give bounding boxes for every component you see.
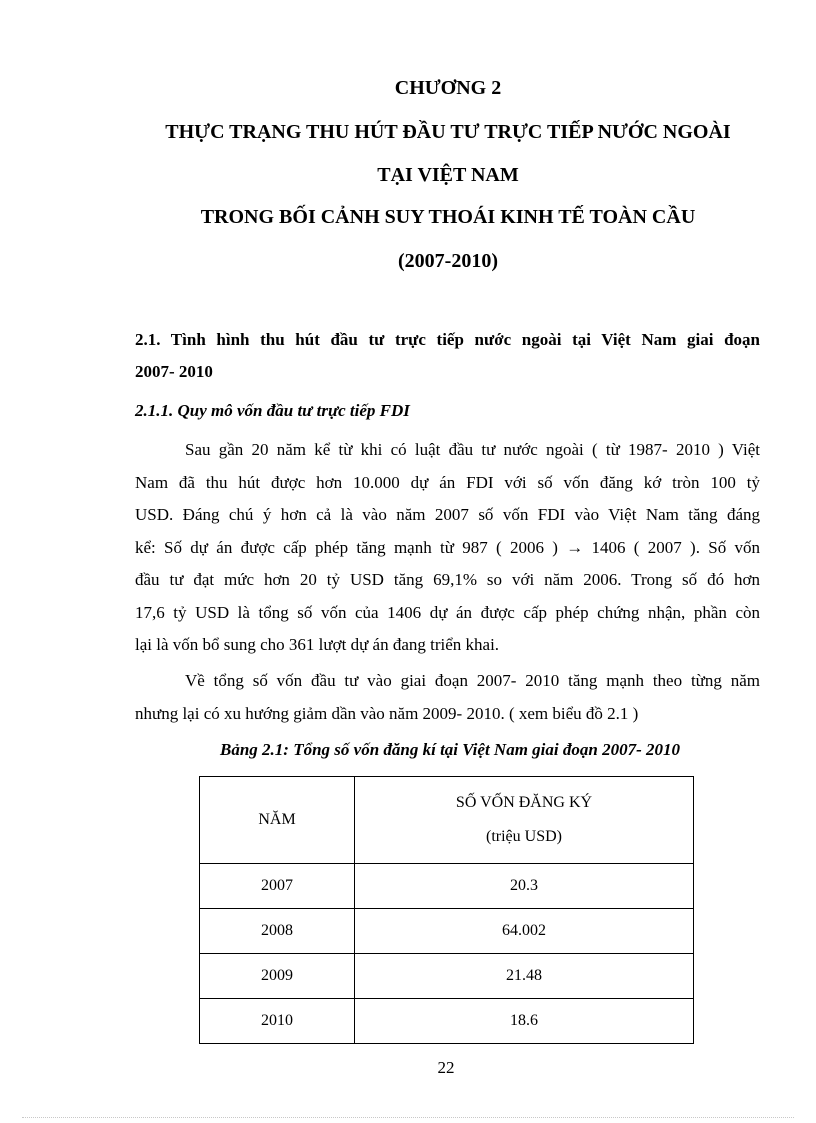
- page-number: 22: [437, 1058, 455, 1077]
- table-row: [200, 999, 694, 1044]
- header-capital-unit: (triệu USD): [486, 828, 562, 845]
- table-row: [200, 954, 694, 999]
- cell-year: 2008: [200, 909, 355, 954]
- cell-capital: 21.48: [355, 954, 694, 999]
- chapter-title-line-2: TẠI VIỆT NAM: [377, 164, 519, 186]
- header-capital-title: SỐ VỐN ĐĂNG KÝ: [455, 794, 593, 811]
- paragraph-1: [135, 434, 760, 662]
- chapter-title-line-1: THỰC TRẠNG THU HÚT ĐẦU TƯ TRỰC TIẾP NƯỚC NGOÀI: [165, 121, 731, 143]
- paragraph-1-line: kể: Số dự án được cấp phép tăng mạnh từ 987 ( 2006 ) → 1406 ( 2007 ). Số vốn: [135, 537, 760, 557]
- paragraph-1-line: đầu tư đạt mức hơn 20 tỷ USD tăng 69,1% so với năm 2006. Trong số đó hơn: [135, 570, 760, 589]
- paragraph-2-line: Về tổng số vốn đầu tư vào giai đoạn 2007- 2010 tăng mạnh theo từng năm: [185, 671, 760, 690]
- cell-capital: 64.002: [355, 909, 694, 954]
- table-row: [200, 864, 694, 909]
- header-capital: [355, 777, 694, 864]
- cell-capital: 20.3: [355, 864, 694, 909]
- cell-year: 2010: [200, 999, 355, 1044]
- paragraph-1-line: USD. Đáng chú ý hơn cả là vào năm 2007 số vốn FDI vào Việt Nam tăng đáng: [135, 505, 760, 524]
- subsection-heading: 2.1.1. Quy mô vốn đầu tư trực tiếp FDI: [135, 401, 410, 420]
- paragraph-1-line: 17,6 tỷ USD là tổng số vốn của 1406 dự án được cấp phép chứng nhận, phần còn: [135, 602, 760, 622]
- header-year: NĂM: [200, 777, 355, 864]
- cell-year: 2007: [200, 864, 355, 909]
- table-row: [200, 909, 694, 954]
- page-bottom-divider: [22, 1117, 794, 1118]
- cell-year: 2009: [200, 954, 355, 999]
- paragraph-1-line: lại là vốn bổ sung cho 361 lượt dự án đang triển khai.: [135, 635, 500, 654]
- capital-table: [199, 776, 694, 1044]
- chapter-title-line-3: TRONG BỐI CẢNH SUY THOÁI KINH TẾ TOÀN CẦU: [200, 206, 696, 228]
- table-header-row: [200, 777, 694, 864]
- paragraph-2-line: nhưng lại có xu hướng giảm dần vào năm 2009- 2010. ( xem biểu đồ 2.1 ): [135, 703, 639, 723]
- paragraph-1-line: Nam đã thu hút được hơn 10.000 dự án FDI với số vốn đăng kớ tròn 100 tỷ: [135, 472, 760, 492]
- section-heading-line-2: 2007- 2010: [135, 362, 213, 381]
- cell-capital: 18.6: [355, 999, 694, 1044]
- chapter-title-line-4: (2007-2010): [398, 250, 498, 272]
- section-heading-line-1: 2.1. Tình hình thu hút đầu tư trực tiếp nước ngoài tại Việt Nam giai đoạn: [135, 330, 760, 349]
- paragraph-1-line: Sau gần 20 năm kể từ khi có luật đầu tư nước ngoài ( từ 1987- 2010 ) Việt: [185, 440, 760, 459]
- paragraph-2: [135, 665, 760, 730]
- table-caption: Bảng 2.1: Tổng số vốn đăng kí tại Việt Nam giai đoạn 2007- 2010: [220, 740, 680, 759]
- chapter-number: CHƯƠNG 2: [394, 77, 502, 99]
